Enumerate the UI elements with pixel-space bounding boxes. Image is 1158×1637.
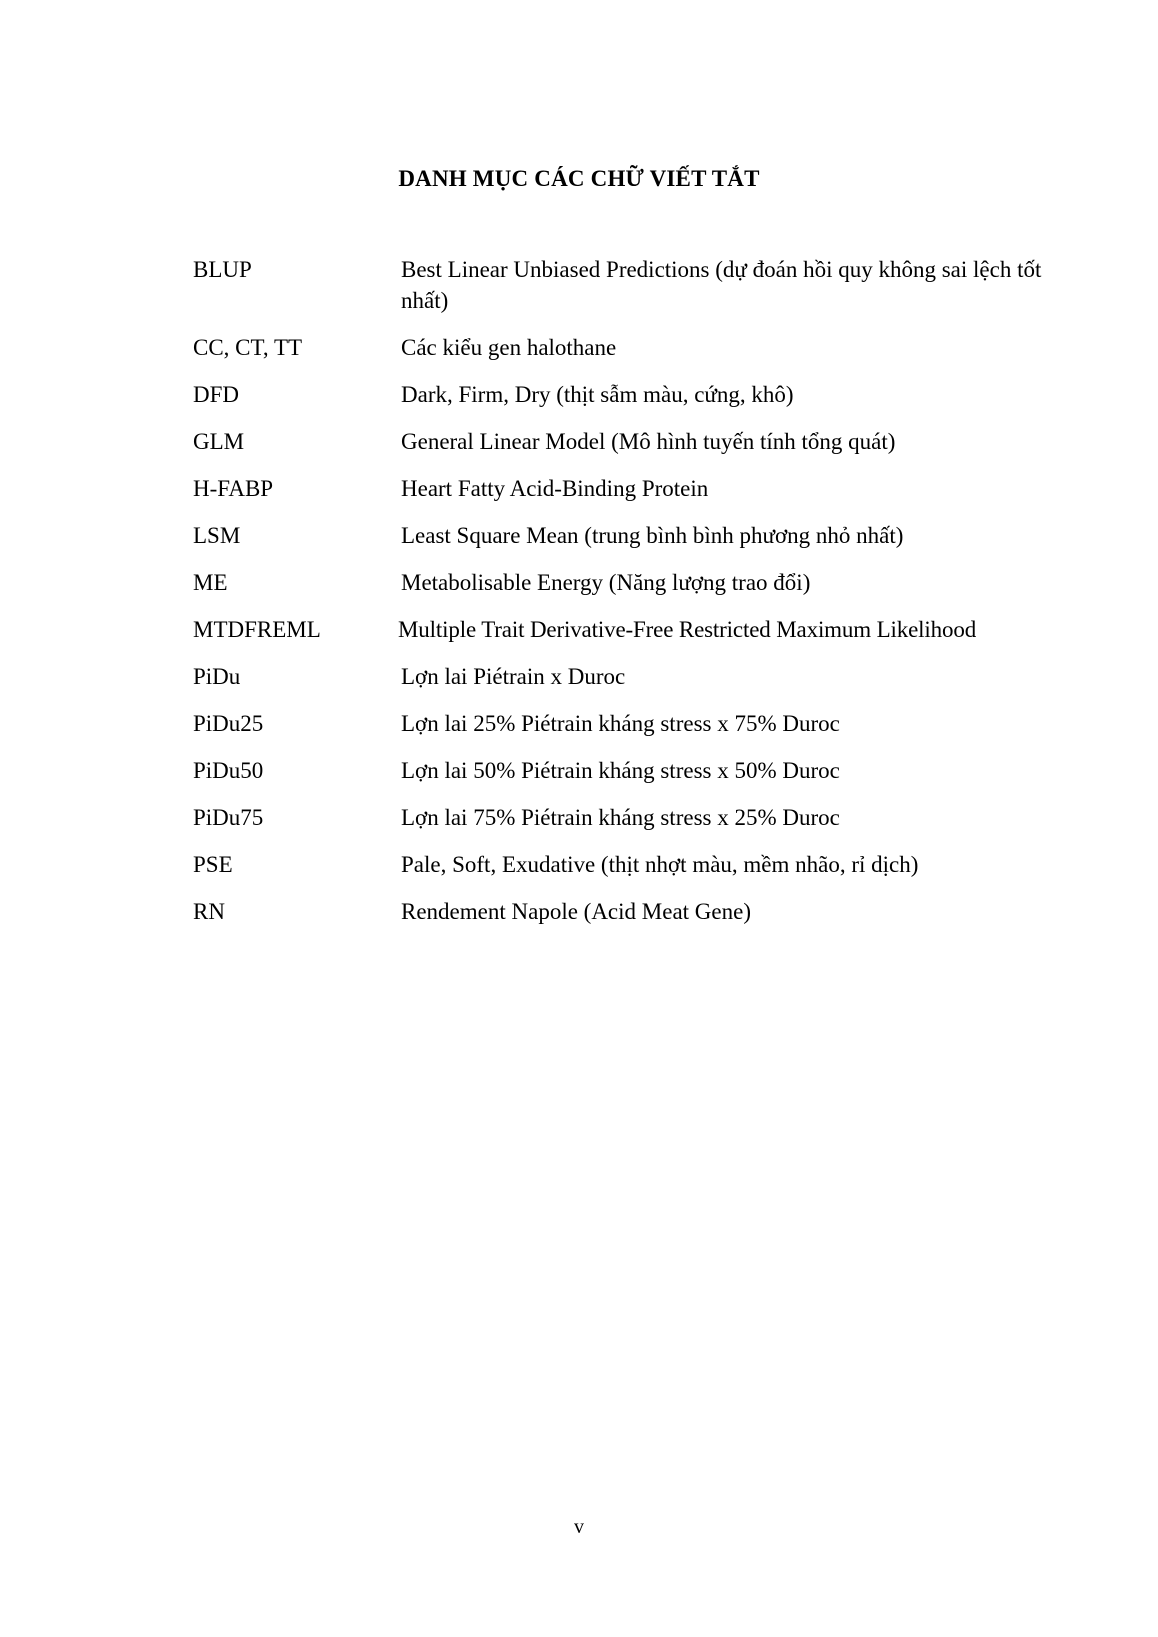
abbreviation-term: PiDu50 [193, 758, 264, 783]
page-title: DANH MỤC CÁC CHỮ VIẾT TẮT [398, 166, 760, 191]
abbreviation-list [193, 254, 1073, 943]
abbreviation-description: Least Square Mean (trung bình bình phương nhỏ nhất) [401, 523, 904, 548]
abbreviation-row [193, 802, 1073, 833]
abbreviation-description: Lợn lai Piétrain x Duroc [401, 664, 626, 689]
abbreviation-term: ME [193, 570, 228, 595]
abbreviation-description: Các kiểu gen halothane [401, 335, 617, 360]
abbreviation-term: PiDu [193, 664, 241, 689]
abbreviation-description: Heart Fatty Acid-Binding Protein [401, 476, 709, 501]
abbreviation-row [193, 708, 1073, 739]
abbreviation-term: PiDu25 [193, 711, 264, 736]
abbreviation-row [193, 755, 1073, 786]
abbreviation-description: Lợn lai 50% Piétrain kháng stress x 50% Duroc [401, 758, 840, 783]
abbreviation-term: CC, CT, TT [193, 335, 303, 360]
abbreviation-description: Best Linear Unbiased Predictions (dự đoán hồi quy không sai lệch tốt nhất) [401, 257, 1042, 313]
abbreviation-description: Lợn lai 75% Piétrain kháng stress x 25% Duroc [401, 805, 840, 830]
abbreviation-description: Pale, Soft, Exudative (thịt nhợt màu, mềm nhão, rỉ dịch) [401, 852, 919, 877]
abbreviation-row [193, 332, 1073, 363]
abbreviation-description: General Linear Model (Mô hình tuyến tính tổng quát) [401, 429, 896, 454]
abbreviation-row [193, 661, 1073, 692]
abbreviation-description: Multiple Trait Derivative-Free Restricted Maximum Likelihood [398, 617, 977, 642]
abbreviation-description: Lợn lai 25% Piétrain kháng stress x 75% Duroc [401, 711, 840, 736]
abbreviation-term: DFD [193, 382, 240, 407]
abbreviation-term: H-FABP [193, 476, 274, 501]
abbreviation-term: LSM [193, 523, 241, 548]
abbreviation-description: Rendement Napole (Acid Meat Gene) [401, 899, 751, 924]
abbreviation-row [193, 426, 1073, 457]
abbreviation-row [193, 254, 1073, 316]
abbreviation-row [193, 473, 1073, 504]
abbreviation-term: GLM [193, 429, 245, 454]
abbreviation-term: PiDu75 [193, 805, 264, 830]
abbreviation-term: PSE [193, 852, 233, 877]
abbreviation-description: Dark, Firm, Dry (thịt sẫm màu, cứng, khô) [401, 382, 794, 407]
abbreviation-row [193, 379, 1073, 410]
abbreviation-description: Metabolisable Energy (Năng lượng trao đổi) [401, 570, 811, 595]
abbreviation-row [193, 520, 1073, 551]
abbreviation-term: BLUP [193, 257, 252, 282]
abbreviation-term: MTDFREML [193, 617, 321, 642]
abbreviation-term: RN [193, 899, 225, 924]
abbreviation-row [193, 896, 1073, 927]
abbreviation-row [193, 614, 1073, 645]
abbreviation-row [193, 567, 1073, 598]
abbreviation-row [193, 849, 1073, 880]
page-number: v [574, 1516, 584, 1538]
